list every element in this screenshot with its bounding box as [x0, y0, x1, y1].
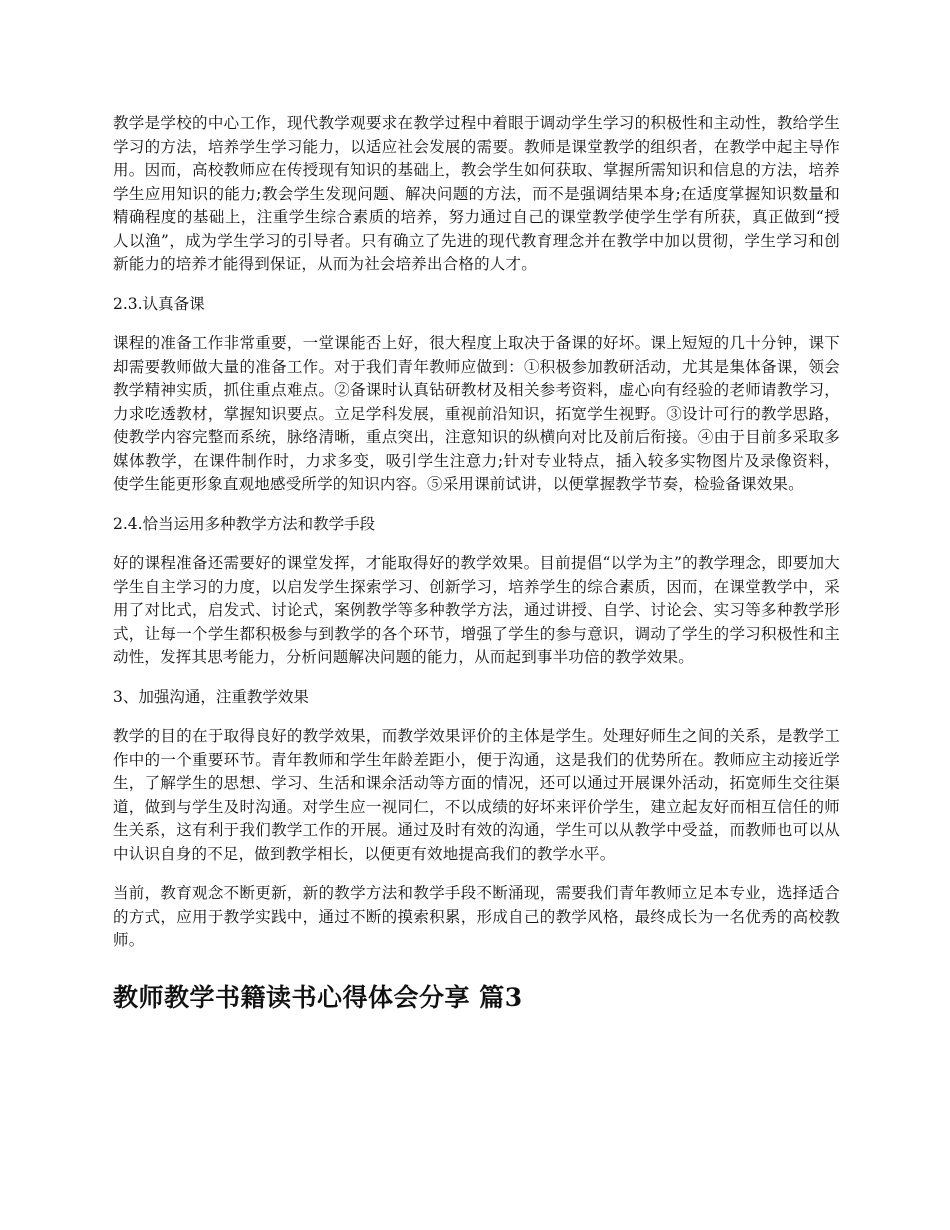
section-heading: 教师教学书籍读书心得体会分享 篇3: [113, 982, 523, 1012]
paragraph-lesson-preparation: 课程的准备工作非常重要，一堂课能否上好，很大程度上取决于备课的好坏。课上短短的几十分钟，课下却需要教师做大量的准备工作。对于我们青年教师应做到：①积极参加教研活动，尤其是集体备课，领会教学精神实质，抓住重点难点。②备课时认真钻研教材及相关参考资料，虚心向有经验的老师请教学习，力求吃透教材，掌握知识要点。立足学科发展，重视前沿知识，拓宽学生视野。③设计可行的教学思路，使教学内容完整而系统，脉络清晰，重点突出，注意知识的纵横向对比及前后衔接。④由于目前多采取多媒体教学，在课件制作时，力求多变，吸引学生注意力;针对专业特点，插入较多实物图片及录像资料，使学生能更形象直观地感受所学的知识内容。⑤采用课前试讲，以便掌握教学节奏，检验备课效果。: [113, 334, 840, 493]
subheading-prepare-lessons: 2.3.认真备课: [113, 294, 205, 313]
subheading-communication: 3、加强沟通，注重教学效果: [113, 687, 309, 706]
paragraph-teaching-center: 教学是学校的中心工作，现代教学观要求在教学过程中着眼于调动学生学习的积极性和主动性，教给学生学习的方法，培养学生学习能力，以适应社会发展的需要。教师是课堂教学的组织者，在教学中起主导作用。因而，高校教师应在传授现有知识的基础上，教会学生如何获取、掌握所需知识和信息的方法，培养学生应用知识的能力;教会学生发现问题、解决问题的方法，而不是强调结果本身;在适度掌握知识数量和精确程度的基础上，注重学生综合素质的培养，努力通过自己的课堂教学使学生学有所获，真正做到“授人以渔”，成为学生学习的引导者。只有确立了先进的现代教育理念并在教学中加以贯彻，学生学习和创新能力的培养才能得到保证，从而为社会培养出合格的人才。: [113, 114, 840, 273]
paragraph-teaching-methods: 好的课程准备还需要好的课堂发挥，才能取得好的教学效果。目前提倡“以学为主”的教学理念，即要加大学生自主学习的力度，以启发学生探索学习、创新学习，培养学生的综合素质，因而，在课堂教学中，采用了对比式，启发式、讨论式，案例教学等多种教学方法，通过讲授、自学、讨论会、实习等多种教学形式，让每一个学生都积极参与到教学的各个环节，增强了学生的参与意识，调动了学生的学习积极性和主动性，发挥其思考能力，分析问题解决问题的能力，从而起到事半功倍的教学效果。: [113, 554, 840, 666]
paragraph-communication: 教学的目的在于取得良好的教学效果，而教学效果评价的主体是学生。处理好师生之间的关系，是教学工作中的一个重要环节。青年教师和学生年龄差距小，便于沟通，这是我们的优势所在。教师应主动接近学生，了解学生的思想、学习、生活和课余活动等方面的情况，还可以通过开展课外活动，拓宽师生交往渠道，做到与学生及时沟通。对学生应一视同仁，不以成绩的好坏来评价学生，建立起友好而相互信任的师生关系，这有利于我们教学工作的开展。通过及时有效的沟通，学生可以从教学中受益，而教师也可以从中认识自身的不足，做到教学相长，以便更有效地提高我们的教学水平。: [113, 727, 840, 863]
subheading-teaching-methods: 2.4.恰当运用多种教学方法和教学手段: [113, 514, 376, 533]
document-page: [113, 112, 840, 1015]
paragraph-conclusion: 当前，教育观念不断更新，新的教学方法和教学手段不断涌现，需要我们青年教师立足本专业，选择适合的方式，应用于教学实践中，通过不断的摸索积累，形成自己的教学风格，最终成长为一名优秀的高校教师。: [113, 884, 840, 949]
